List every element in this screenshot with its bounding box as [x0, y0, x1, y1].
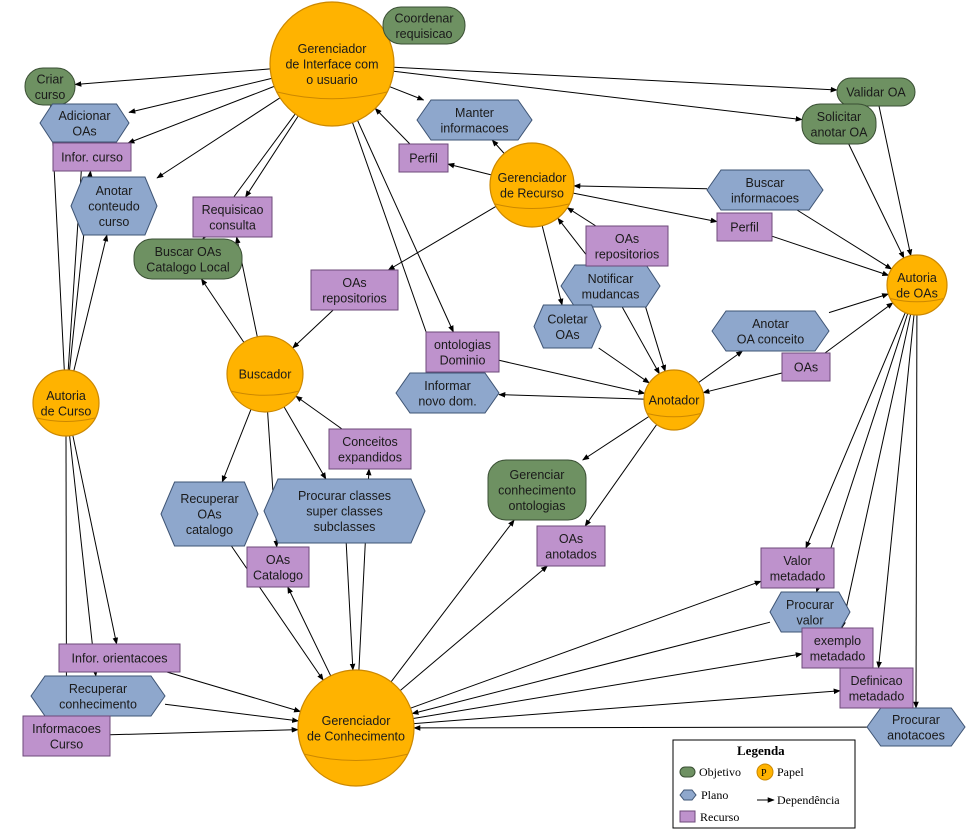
legend-plan-label: Plano	[701, 788, 729, 802]
dependency-edge	[157, 98, 280, 178]
node-label-line: curso	[98, 215, 130, 229]
node-label-line: de Interface com	[285, 57, 379, 72]
plan-node-procurar-classes	[264, 479, 425, 543]
legend	[673, 740, 855, 828]
role-circle	[33, 370, 99, 436]
dependency-edge	[400, 566, 547, 691]
dependency-edge	[288, 587, 331, 676]
dependency-edge	[201, 279, 244, 342]
resource-node-perfil-1	[399, 144, 448, 172]
node-label-line: Buscador	[238, 367, 292, 382]
node-label-line: Definicao	[850, 673, 903, 688]
goal-node-gerenciar-conhecimento-ontologias	[488, 460, 586, 520]
dependency-edge	[388, 206, 496, 270]
legend-goal-swatch	[680, 767, 695, 777]
node-label-line: super classes	[306, 504, 383, 519]
dependency-edge	[411, 581, 762, 708]
plan-node-notificar-mudancas	[561, 265, 660, 307]
node-label-line: OAs	[614, 231, 640, 246]
plan-node-procurar-anotacoes	[867, 708, 965, 746]
dependency-edge	[583, 417, 649, 461]
resource-node-oas-anotados	[537, 526, 605, 566]
node-label-line: anotar OA	[810, 125, 868, 140]
node-label-line: Catalogo	[252, 568, 304, 583]
node-label-line: OAs	[197, 507, 222, 522]
node-label-line: OA conceito	[736, 332, 805, 347]
plan-node-procurar-valor	[770, 592, 850, 632]
node-label-line: exemplo	[813, 633, 862, 648]
legend-role-marker: P	[761, 768, 767, 779]
resource-node-perfil-2	[717, 213, 772, 241]
role-circle	[298, 670, 414, 786]
dependency-edge	[414, 691, 840, 724]
node-label-line: informacoes	[440, 121, 509, 136]
dependency-edge	[448, 164, 491, 175]
node-label-line: curso	[34, 87, 66, 102]
dependency-edge	[573, 193, 717, 222]
resource-node-oas-catalogo	[247, 547, 309, 587]
node-label-line: Dominio	[439, 353, 486, 368]
node-label-line: Gerenciar	[509, 468, 565, 482]
resource-node-oas-repositorios-1	[586, 226, 668, 266]
node-label-line: Recuperar	[180, 492, 239, 506]
legend-role-label: Papel	[777, 765, 804, 779]
dependency-edge	[346, 543, 353, 670]
node-label-line: repositorios	[594, 247, 660, 262]
goal-node-coordenar-requisicao	[383, 7, 465, 44]
role-node-gerenciador-conhecimento	[298, 670, 414, 786]
plan-node-manter-informacoes	[417, 100, 532, 140]
node-label-line: Informacoes	[32, 721, 101, 736]
node-label-line: Recuperar	[68, 681, 128, 696]
node-label-line: Requisicao	[201, 202, 264, 217]
node-label-line: Procurar classes	[297, 489, 392, 503]
node-label-line: Criar	[36, 72, 64, 87]
node-label-line: expandidos	[338, 450, 402, 465]
dependency-edge	[879, 315, 915, 668]
node-label-line: OAs	[555, 327, 580, 342]
node-label-line: Anotar	[95, 184, 133, 198]
node-label-line: anotados	[545, 547, 597, 562]
goal-node-validar-oa	[837, 78, 915, 106]
dependency-edge	[567, 208, 596, 226]
dependency-edge	[222, 409, 251, 482]
node-label-line: metadado	[809, 649, 866, 664]
legend-plan-swatch	[680, 790, 696, 800]
role-node-gerenciador-interface	[270, 2, 394, 126]
dependency-edge	[391, 520, 514, 682]
node-label-line: OAs	[793, 360, 819, 375]
node-label-line: ontologias	[508, 499, 566, 513]
node-label-line: Gerenciador	[297, 42, 367, 56]
node-label-line: repositorios	[322, 291, 387, 306]
dependency-edge	[394, 67, 837, 90]
node-label-line: Procurar	[786, 597, 834, 612]
node-label-line: Informar	[424, 378, 471, 393]
node-label-line: subclasses	[313, 520, 376, 534]
dependency-edge	[622, 307, 659, 374]
node-label-line: ontologias	[434, 337, 491, 352]
legend-dependency-label: Dependência	[777, 793, 840, 807]
goal-node-buscar-oas-catalogo-local	[134, 239, 242, 279]
dependency-edge	[414, 727, 867, 728]
node-label-line: conhecimento	[59, 697, 137, 712]
node-label-line: conteudo	[88, 199, 140, 214]
node-label-line: Procurar	[892, 712, 940, 727]
dependency-edge	[74, 235, 107, 371]
legend-resource-swatch	[680, 811, 695, 822]
node-label-line: Solicitar	[816, 109, 862, 124]
dependency-edge	[246, 116, 299, 197]
resource-node-valor-metadado	[761, 548, 834, 588]
dependency-edge	[849, 144, 904, 258]
dependency-edge	[703, 373, 782, 393]
node-label-line: Validar OA	[846, 85, 906, 100]
node-label-line: OAs	[72, 124, 97, 139]
node-label-line: Coordenar	[394, 11, 454, 26]
node-label-line: Notificar	[587, 271, 634, 286]
node-label-line: OAs	[558, 531, 584, 546]
dependency-edge	[110, 730, 298, 735]
node-label-line: valor	[796, 613, 824, 628]
role-node-anotador	[644, 370, 704, 430]
plan-node-recuperar-oas-catalogo	[161, 482, 258, 546]
node-label-line: Buscar OAs	[154, 244, 222, 259]
node-label-line: consulta	[209, 218, 256, 233]
dependency-edge	[75, 69, 270, 85]
dependency-edge	[70, 436, 96, 676]
dependency-edge	[499, 395, 644, 400]
dependency-edge	[842, 314, 911, 628]
dependency-edge	[390, 87, 424, 100]
node-label-line: Conceitos	[342, 434, 398, 449]
node-label-line: Anotador	[648, 393, 700, 408]
goal-node-solicitar-anotar-oa	[802, 104, 876, 144]
plan-node-informar-novo-dom	[396, 373, 499, 413]
role-node-autoria-curso	[33, 370, 99, 436]
dependency-edge	[492, 140, 504, 154]
node-label-line: Coletar	[547, 312, 588, 327]
node-label-line: requisicao	[395, 26, 453, 41]
role-node-buscador	[227, 336, 303, 412]
dependency-edge	[698, 351, 742, 383]
resource-node-ontologias-dominio	[426, 332, 499, 372]
dependency-edge	[284, 407, 326, 479]
dependency-edge	[879, 106, 911, 256]
node-label-line: Perfil	[730, 220, 759, 235]
role-circle	[887, 255, 947, 315]
node-label-line: Catalogo Local	[146, 260, 230, 275]
resource-node-oas	[782, 353, 830, 381]
node-label-line: Valor	[783, 553, 812, 568]
node-label-line: OAs	[342, 275, 367, 290]
resource-node-oas-repositorios-2	[311, 270, 398, 310]
node-label-line: Anotar	[752, 316, 789, 331]
node-label-line: de OAs	[896, 286, 938, 301]
legend-goal-label: Objetivo	[699, 765, 741, 779]
node-label-line: informacoes	[730, 191, 800, 206]
role-node-autoria-oas	[887, 255, 947, 315]
resource-node-exemplo-metadado	[802, 628, 873, 668]
resource-node-requisicao-consulta	[193, 197, 272, 237]
node-label-line: OAs	[265, 552, 291, 567]
node-label-line: Autoria	[897, 270, 937, 285]
node-label-line: Perfil	[409, 151, 438, 166]
node-label-line: metadado	[848, 689, 905, 704]
plan-node-adicionar-oas	[40, 104, 129, 142]
diagram-nodes	[23, 2, 965, 786]
node-label-line: de Curso	[40, 404, 92, 419]
node-label-line: Manter	[455, 105, 494, 120]
node-label-line: Adicionar	[58, 108, 111, 123]
dependency-edge	[916, 315, 917, 708]
dependency-edge	[296, 396, 342, 429]
dependency-edge	[585, 425, 657, 527]
node-label-line: conhecimento	[498, 483, 576, 498]
dependency-edge	[68, 142, 83, 370]
resource-node-infor-orientacoes	[59, 644, 180, 672]
resource-node-definicao-metadado	[840, 668, 913, 708]
dependency-edge	[806, 313, 905, 548]
role-circle	[490, 143, 574, 227]
dependency-edge	[375, 108, 410, 144]
dependency-edge	[66, 436, 67, 716]
plan-node-anotar-conteudo-curso	[71, 177, 157, 235]
node-label-line: Gerenciador	[497, 170, 567, 185]
plan-node-buscar-informacoes	[707, 170, 823, 210]
node-label-line: novo dom.	[418, 394, 477, 409]
node-label-line: de Recurso	[500, 186, 564, 201]
role-node-gerenciador-recurso	[490, 143, 574, 227]
dependency-edge	[167, 672, 301, 712]
plan-node-anotar-oa-conceito	[712, 311, 829, 351]
dependency-edge	[73, 435, 117, 644]
dependency-edge	[293, 310, 334, 348]
node-label-line: anotacoes	[887, 728, 945, 743]
node-label-line: Gerenciador	[321, 713, 391, 728]
node-label-line: catalogo	[185, 523, 234, 537]
resource-node-conceitos-expandidos	[329, 429, 411, 469]
node-label-line: Buscar	[745, 175, 785, 190]
node-label-line: Infor. curso	[61, 150, 123, 165]
node-label-line: o usuario	[306, 73, 358, 87]
dependency-edge	[829, 294, 888, 313]
node-label-line: de Conhecimento	[307, 729, 405, 744]
plan-node-coletar-oas	[534, 305, 601, 348]
legend-resource-label: Recurso	[700, 810, 740, 824]
dependency-edge	[574, 186, 707, 189]
dependency-edge	[165, 704, 298, 721]
plan-node-recuperar-conhecimento	[31, 676, 165, 716]
resource-node-informacoes-curso	[23, 716, 110, 756]
dependency-edge	[542, 226, 562, 305]
goal-node-criar-curso	[25, 68, 75, 105]
resource-node-infor-curso	[53, 143, 131, 171]
node-label-line: metadado	[769, 569, 826, 584]
legend-title: Legenda	[737, 743, 785, 758]
node-label-line: Curso	[49, 737, 84, 752]
node-label-line: mudancas	[581, 287, 640, 302]
node-label-line: Autoria	[46, 388, 86, 403]
node-label-line: Infor. orientacoes	[71, 651, 168, 666]
dependency-edge	[599, 348, 650, 383]
